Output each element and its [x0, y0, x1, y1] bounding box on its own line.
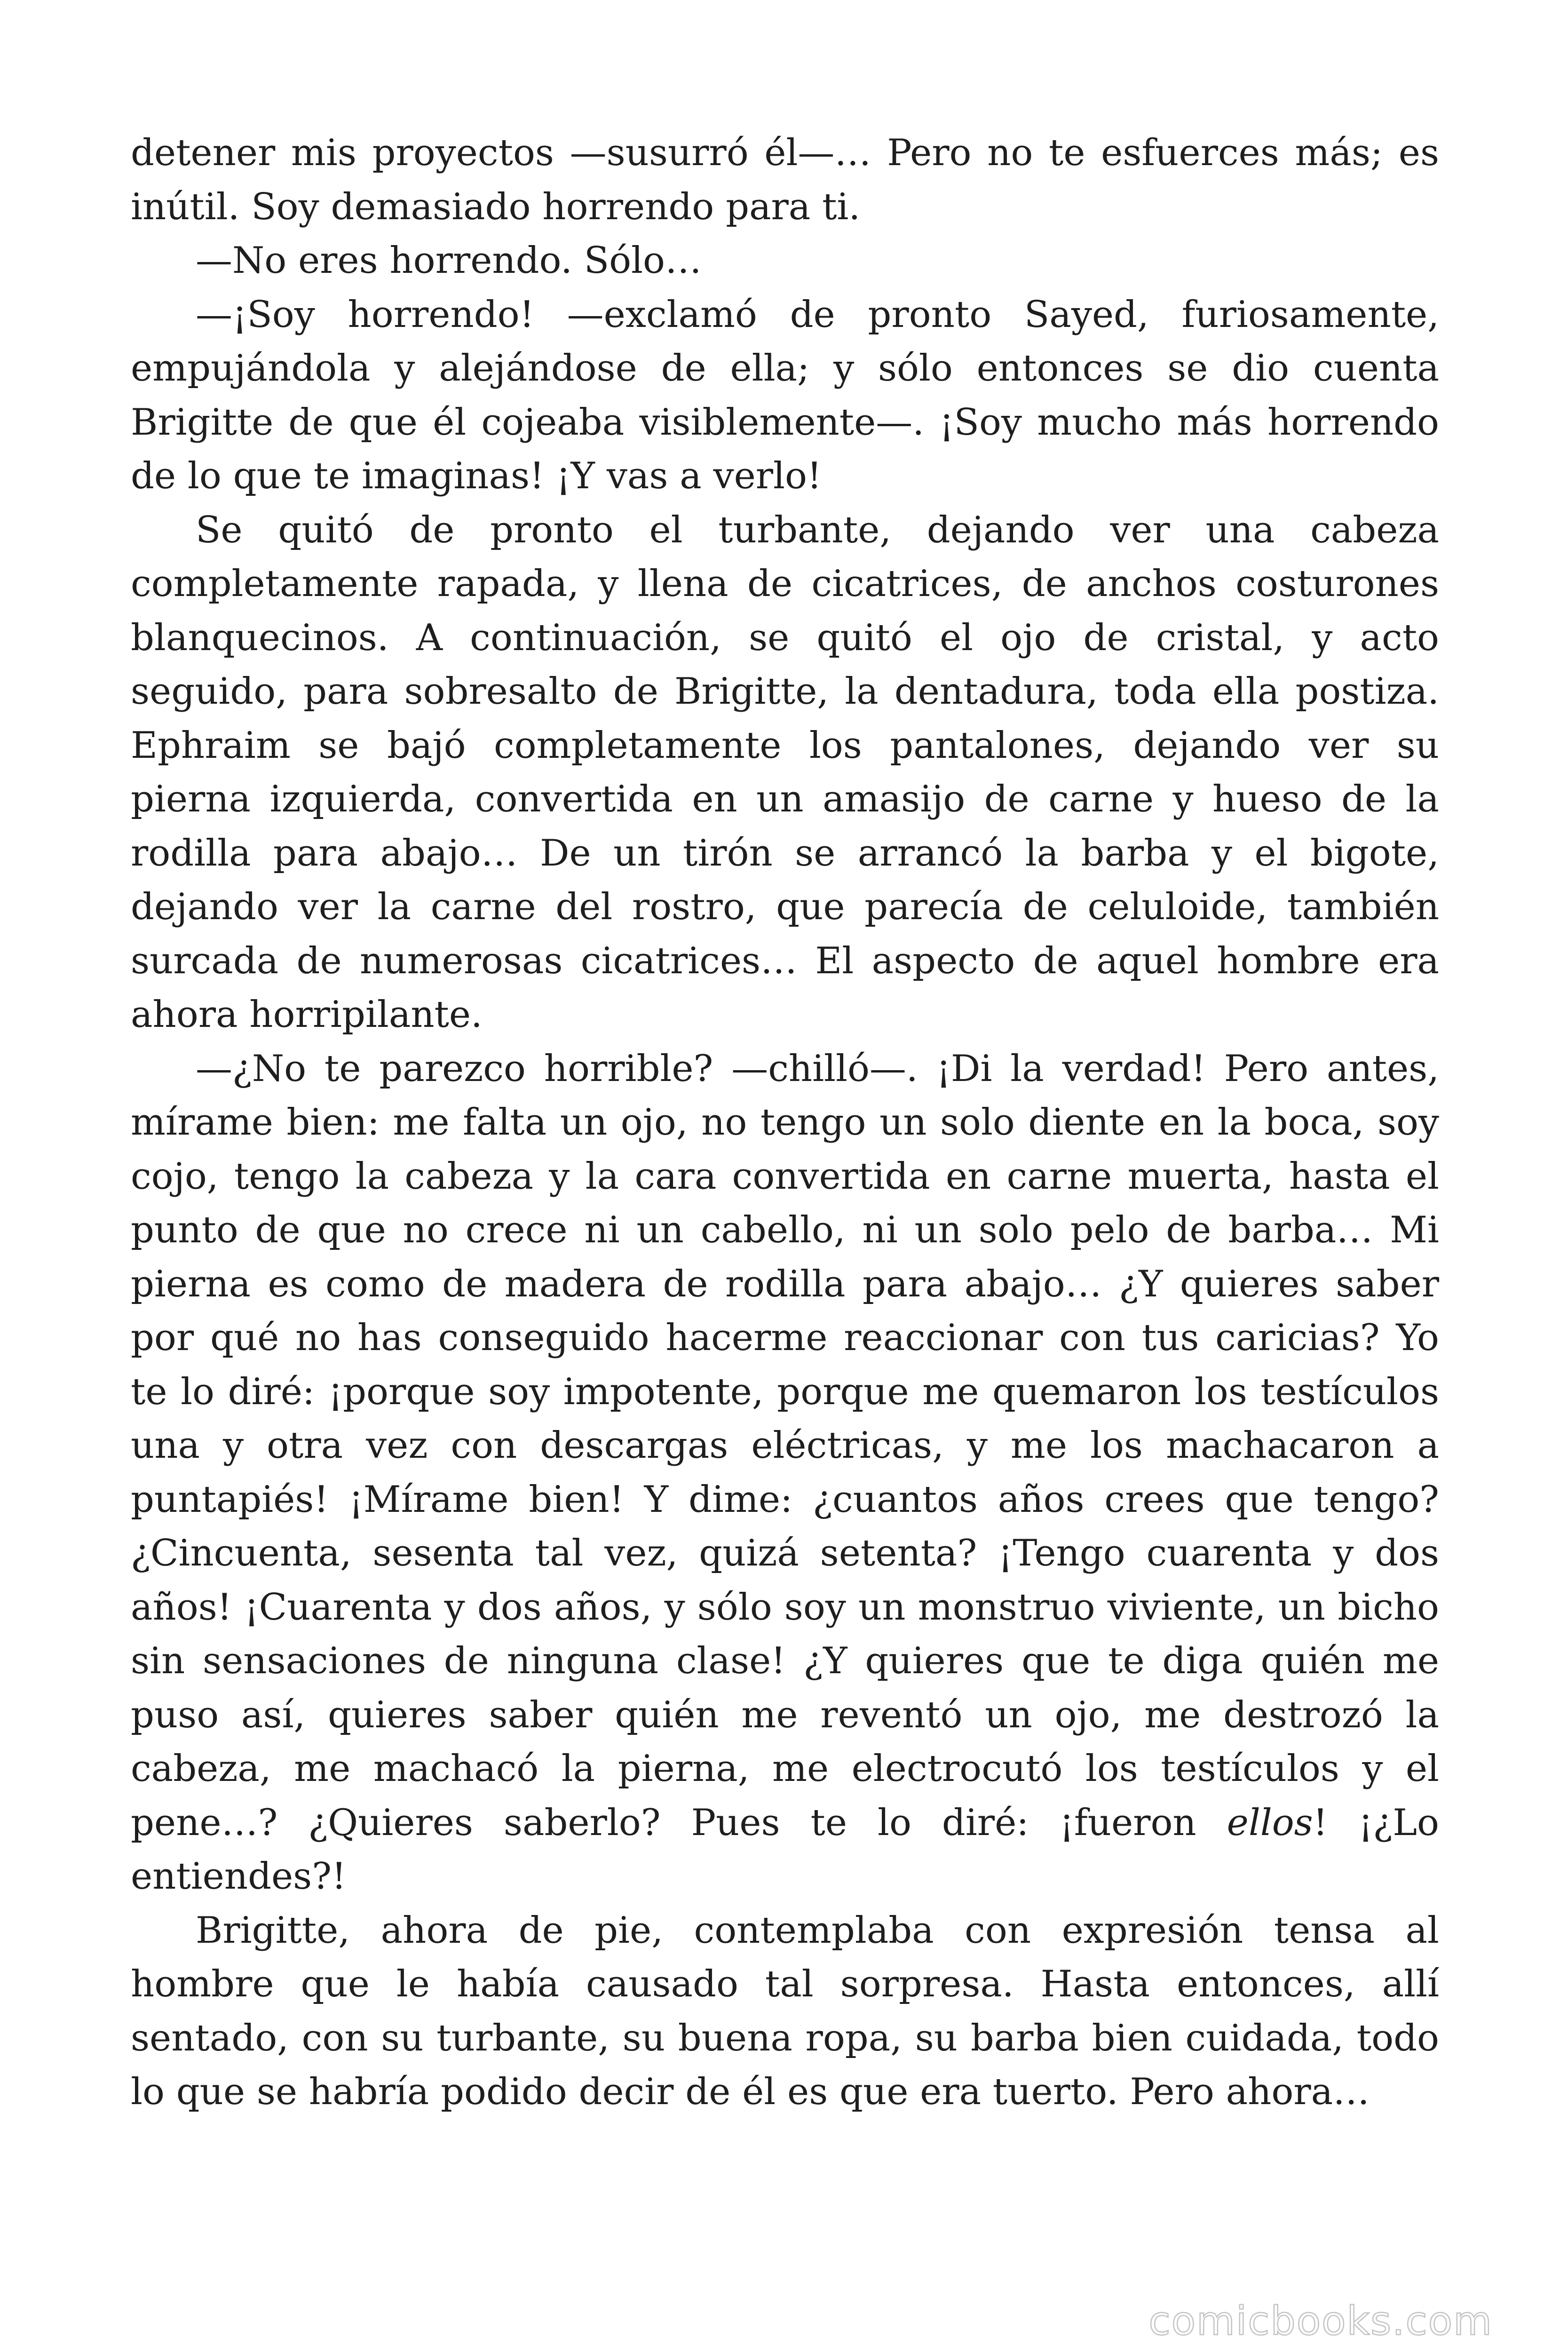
paragraph-1: detener mis proyectos —susurró él—… Pero no te esfuerces más; es inútil. Soy demasiado horrendo para ti. [131, 132, 1439, 228]
paragraph-5 [131, 1042, 1439, 1904]
paragraph-5-tail: ! ¡¿Lo entiendes?! [131, 1801, 1439, 1898]
italic-word: ellos [1227, 1801, 1313, 1844]
paragraph-4: Se quitó de pronto el turbante, dejando ver una cabeza completamente rapada, y llena de cicatrices, de anchos costurones blanquecinos. A continuación, se quitó el ojo de cristal, y acto seguido, para sobresalto de Brigitte, la dentadura, toda ella postiza. Ephraim se bajó completamente los pantalones, dejando ver su pierna izquierda, convertida en un amasijo de carne y hueso de la rodilla para abajo… De un tirón se arrancó la barba y el bigote, dejando ver la carne del rostro, que parecía de celuloide, también surcada de numerosas cicatrices… El aspecto de aquel hombre era ahora horripilante. [131, 509, 1439, 1036]
paragraph-2: —No eres horrendo. Sólo… [196, 239, 702, 282]
paragraph-5-text: —¿No te parezco horrible? —chilló—. ¡Di la verdad! Pero antes, mírame bien: me falta un ojo, no tengo un solo diente en la boca, soy cojo, tengo la cabeza y la cara convertida en carne muerta, hasta el punto de que no crece ni un cabello, ni un solo pelo de barba… Mi pierna es como de madera de rodilla para abajo… ¿Y quieres saber por qué no has conseguido hacerme reaccionar con tus caricias? Yo te lo diré: ¡porque soy impotente, porque me quemaron los testículos una y otra vez con descargas eléctricas, y me los machacaron a puntapiés! ¡Mírame bien! Y dime: ¿cuantos años crees que tengo? ¿Cincuenta, sesenta tal vez, quizá setenta? ¡Tengo cuarenta y dos años! ¡Cuarenta y dos años, y sólo soy un monstruo viviente, un bicho sin sensaciones de ninguna clase! ¿Y quieres que te diga quién me puso así, quieres saber quién me reventó un ojo, me destrozó la cabeza, me machacó la pierna, me electrocutó los testículos y el pene…? ¿Quieres saberlo? Pues te lo diré: ¡fueron [131, 1047, 1439, 1844]
paragraph-3: —¡Soy horrendo! —exclamó de pronto Sayed, furiosamente, empujándola y alejándose de ella; y sólo entonces se dio cuenta Brigitte de que él cojeaba visiblemente—. ¡Soy mucho más horrendo de lo que te imaginas! ¡Y vas a verlo! [131, 293, 1439, 497]
body-text [131, 126, 1439, 2119]
paragraph-6: Brigitte, ahora de pie, contemplaba con expresión tensa al hombre que le había causado tal sorpresa. Hasta entonces, allí sentado, con su turbante, su buena ropa, su barba bien cuidada, todo lo que se habría podido decir de él es que era tuerto. Pero ahora… [131, 1909, 1439, 2113]
watermark-logo: comicbooks.com [1148, 2298, 1493, 2344]
